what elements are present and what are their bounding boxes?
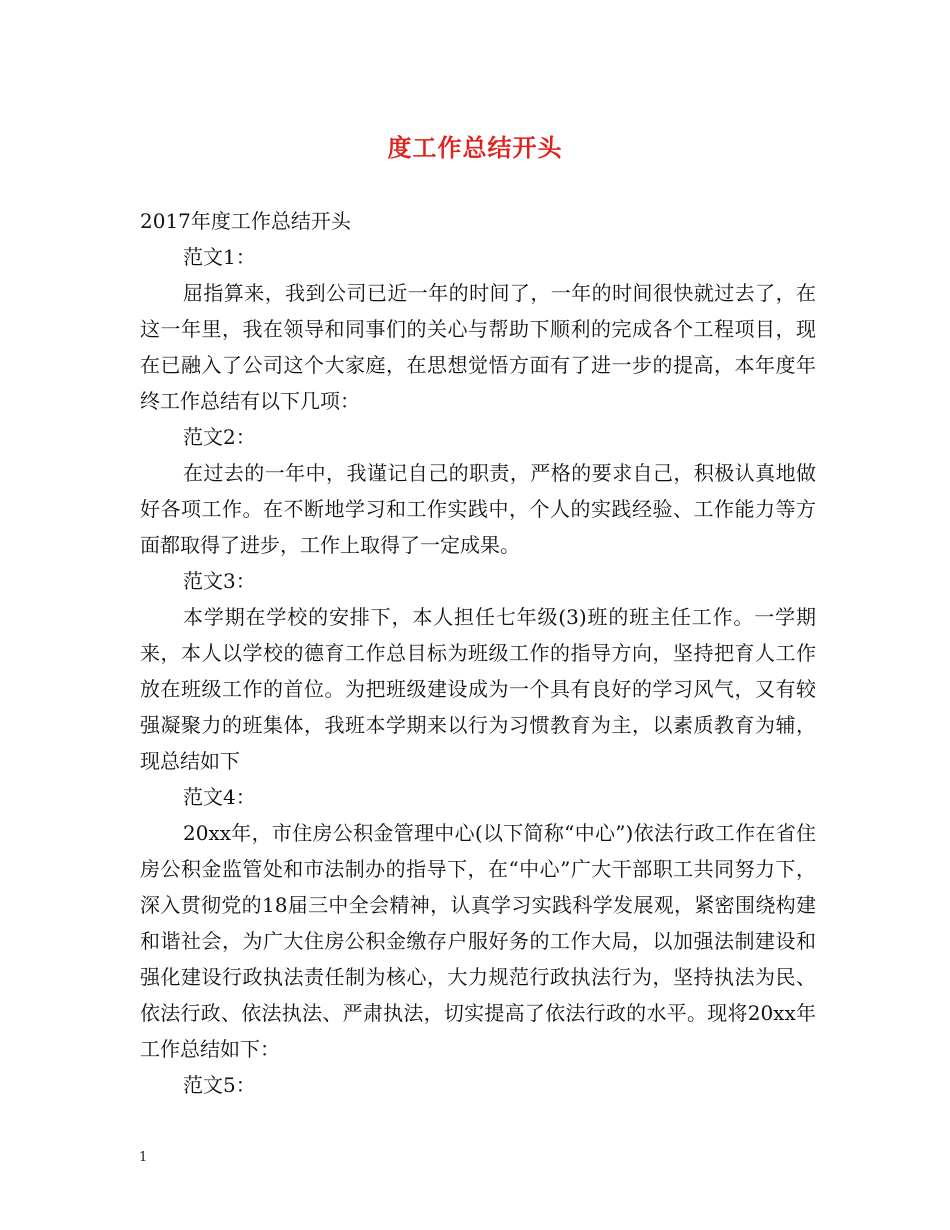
sample-label-2: 范文2： <box>183 425 256 449</box>
sample-paragraph-1: 屈指算来，我到公司已近一年的时间了，一年的时间很快就过去了，在这一年里，我在领导和同事们的关心与帮助下顺利的完成各个工程项目，现在已融入了公司这个大家庭，在思想觉悟方面有了进一步的提高，本年度年终工作总结有以下几项： <box>140 281 816 413</box>
document-body <box>140 203 816 1103</box>
sample-label-4: 范文4： <box>183 785 256 809</box>
sample-paragraph-2: 在过去的一年中，我谨记自己的职责，严格的要求自己，积极认真地做好各项工作。在不断地学习和工作实践中，个人的实践经验、工作能力等方面都取得了进步，工作上取得了一定成果。 <box>140 461 816 557</box>
sample-label-5: 范文5： <box>183 1073 256 1097</box>
sample-paragraph-3: 本学期在学校的安排下，本人担任七年级(3)班的班主任工作。一学期来，本人以学校的德育工作总目标为班级工作的指导方向，坚持把育人工作放在班级工作的首位。为把班级建设成为一个具有良好的学习风气，又有较强凝聚力的班集体，我班本学期来以行为习惯教育为主，以素质教育为辅，现总结如下 <box>140 605 816 773</box>
page-number: 1 <box>139 1150 148 1165</box>
document-subtitle: 2017年度工作总结开头 <box>140 209 351 233</box>
sample-label-1: 范文1： <box>183 245 256 269</box>
document-title: 度工作总结开头 <box>387 133 563 162</box>
sample-paragraph-4: 20xx年，市住房公积金管理中心(以下简称“中心”)依法行政工作在省住房公积金监管处和市法制办的指导下，在“中心”广大干部职工共同努力下，深入贯彻党的18届三中全会精神，认真学习实践科学发展观，紧密围绕构建和谐社会，为广大住房公积金缴存户服好务的工作大局，以加强法制建设和强化建设行政执法责任制为核心，大力规范行政执法行为，坚持执法为民、依法行政、依法执法、严肃执法，切实提高了依法行政的水平。现将20xx年工作总结如下： <box>140 821 816 1061</box>
sample-label-3: 范文3： <box>183 569 256 593</box>
